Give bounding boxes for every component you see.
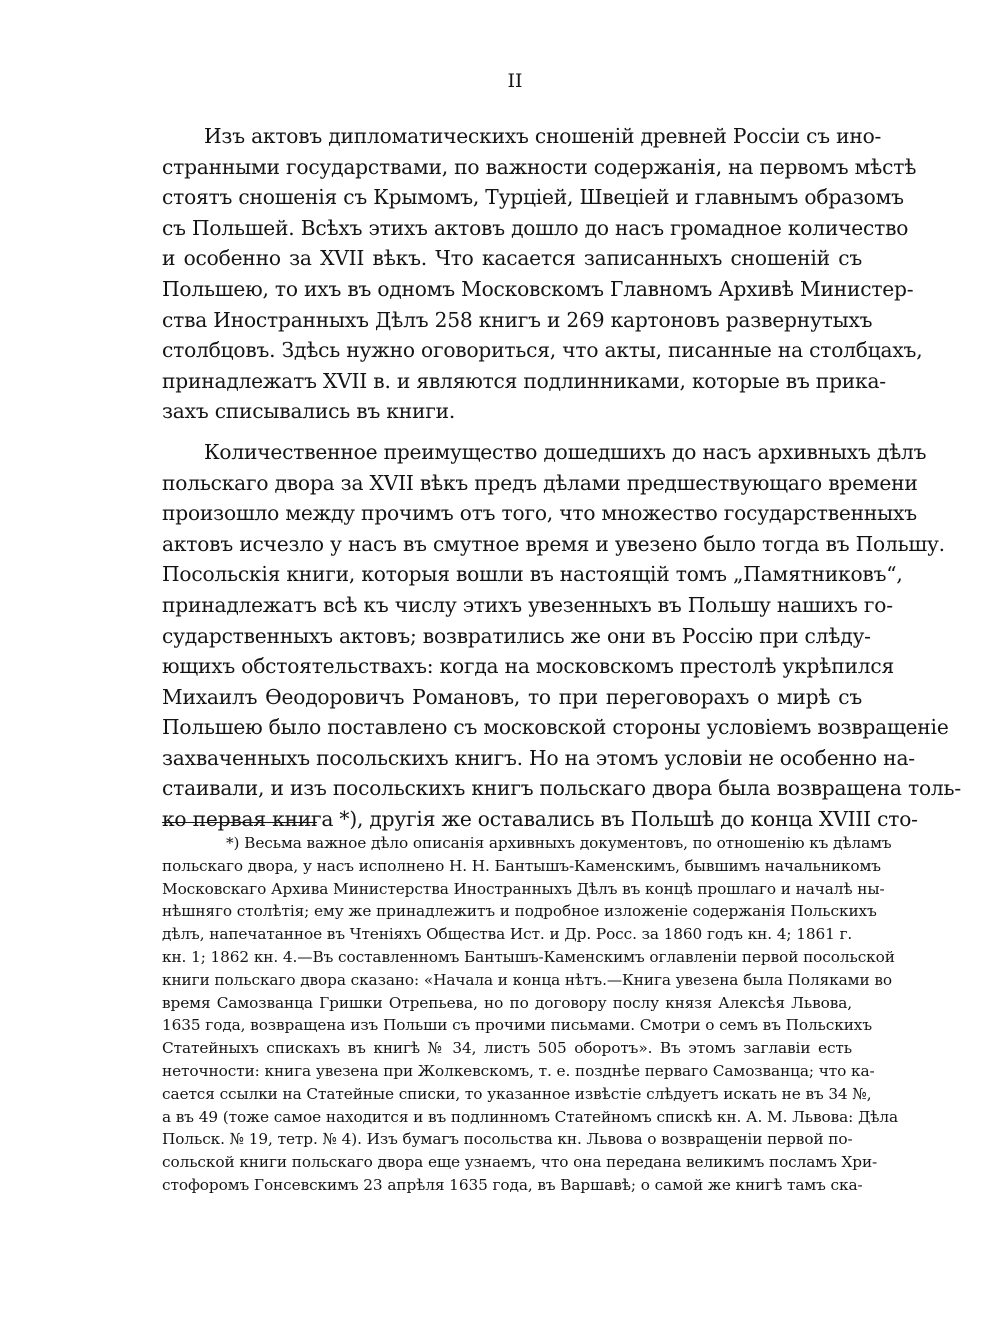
footnote-line: кн. 1; 1862 кн. 4.—Въ составленномъ Бантышъ-Каменскимъ оглавленіи первой посольской: [162, 947, 895, 966]
text-line: Посольскія книги, которыя вошли въ настоящій томъ „Памятниковъ“,: [162, 562, 903, 587]
text-line: ко первая книга *), другія же оставались въ Польшѣ до конца XVIII сто-: [162, 807, 918, 832]
text-line: Польшею, то ихъ въ одномъ Московскомъ Главномъ Архивѣ Министер-: [162, 276, 914, 301]
text-line: стоятъ сношенія съ Крымомъ, Турціей, Швеціей и главнымъ образомъ: [162, 185, 904, 210]
text-line: актовъ исчезло у насъ въ смутное время и увезено было тогда въ Польшу.: [162, 531, 945, 556]
footnote: [162, 832, 899, 1197]
footnote-line: 1635 года, возвращена изъ Польши съ прочими письмами. Смотри о семъ въ Польскихъ: [162, 1016, 872, 1035]
footnote-line: книги польскаго двора сказано: «Начала и конца нѣтъ.—Книга увезена была Поляками во: [162, 970, 892, 989]
text-line: захъ списывались въ книги.: [162, 399, 456, 424]
text-line: съ Польшей. Всѣхъ этихъ актовъ дошло до насъ громадное количество: [162, 215, 909, 240]
text-line: столбцовъ. Здѣсь нужно оговориться, что акты, писанные на столбцахъ,: [162, 338, 923, 363]
text-line: странными государствами, по важности содержанія, на первомъ мѣстѣ: [162, 154, 917, 179]
footnote-line: нѣшняго столѣтія; ему же принадлежитъ и подробное изложеніе содержанія Польскихъ: [162, 902, 877, 921]
text-line: стаивали, и изъ посольскихъ книгъ польскаго двора была возвращена толь-: [162, 776, 961, 801]
footnote-divider: [162, 822, 317, 823]
footnote-line: сается ссылки на Статейные списки, то указанное извѣстіе слѣдуетъ искать не въ 34 №,: [162, 1084, 872, 1103]
footnote-line: Статейныхъ спискахъ въ книгѣ № 34, листъ 505 оборотъ». Въ этомъ заглавіи есть: [162, 1039, 852, 1058]
footnote-line: Московскаго Архива Министерства Иностранныхъ Дѣлъ въ концѣ прошлаго и началѣ ны-: [162, 879, 885, 898]
text-line: польскаго двора за XVII вѣкъ предъ дѣлами предшествующаго времени: [162, 470, 918, 495]
text-line: захваченныхъ посольскихъ книгъ. Но на этомъ условіи не особенно на-: [162, 745, 915, 770]
footnote-line: польскаго двора, у насъ исполнено Н. Н. Бантышъ-Каменскимъ, бывшимъ начальникомъ: [162, 856, 881, 875]
text-line: Количественное преимущество дошедшихъ до насъ архивныхъ дѣлъ: [204, 439, 927, 464]
text-line: сударственныхъ актовъ; возвратились же они въ Россію при слѣду-: [162, 623, 871, 648]
text-line: ства Иностранныхъ Дѣлъ 258 книгъ и 269 картоновъ развернутыхъ: [162, 307, 873, 332]
footnote-line: время Самозванца Гришки Отрепьева, но по договору послу князя Алексѣя Львова,: [162, 993, 852, 1012]
text-line: Изъ актовъ дипломатическихъ сношеній древней Россіи съ ино-: [204, 124, 882, 148]
footnote-line: сольской книги польскаго двора еще узнаемъ, что она передана великимъ посламъ Хри-: [162, 1153, 878, 1172]
paragraph-2: [162, 437, 961, 835]
footnote-line: дѣлъ, напечатанное въ Чтеніяхъ Общества Ист. и Др. Росс. за 1860 годъ кн. 4; 1861 г.: [162, 925, 853, 944]
text-line: и особенно за XVII вѣкъ. Что касается записанныхъ сношеній съ: [162, 246, 862, 271]
page-number: II: [507, 70, 523, 92]
footnote-line: стофоромъ Гонсевскимъ 23 апрѣля 1635 года, въ Варшавѣ; о самой же книгѣ тамъ ска-: [162, 1175, 863, 1194]
text-line: принадлежатъ XVII в. и являются подлинниками, которые въ прика-: [162, 368, 886, 393]
body-text: [162, 121, 961, 845]
footnote-line: Польск. № 19, тетр. № 4). Изъ бумагъ посольства кн. Львова о возвращеніи первой по-: [162, 1130, 853, 1149]
footnote-line: неточности: книга увезена при Жолкевскомъ, т. е. позднѣе перваго Самозванца; что ка-: [162, 1061, 875, 1080]
text-line: произошло между прочимъ отъ того, что множество государственныхъ: [162, 501, 917, 526]
footnote-line: а въ 49 (тоже самое находится и въ подлинномъ Статейномъ спискѣ кн. А. М. Львова: Дѣла: [162, 1107, 899, 1126]
footnote-line: *) Весьма важное дѣло описанія архивныхъ документовъ, по отношенію къ дѣламъ: [226, 834, 892, 852]
text-line: принадлежатъ всѣ къ числу этихъ увезенныхъ въ Польшу нашихъ го-: [162, 592, 893, 617]
text-line: ющихъ обстоятельствахъ: когда на московскомъ престолѣ укрѣпился: [162, 654, 894, 679]
text-line: Польшею было поставлено съ московской стороны условіемъ возвращеніе: [162, 715, 949, 740]
paragraph-1: [162, 121, 923, 427]
text-line: Михаилъ Ѳеодоровичъ Романовъ, то при переговорахъ о мирѣ съ: [162, 684, 862, 709]
